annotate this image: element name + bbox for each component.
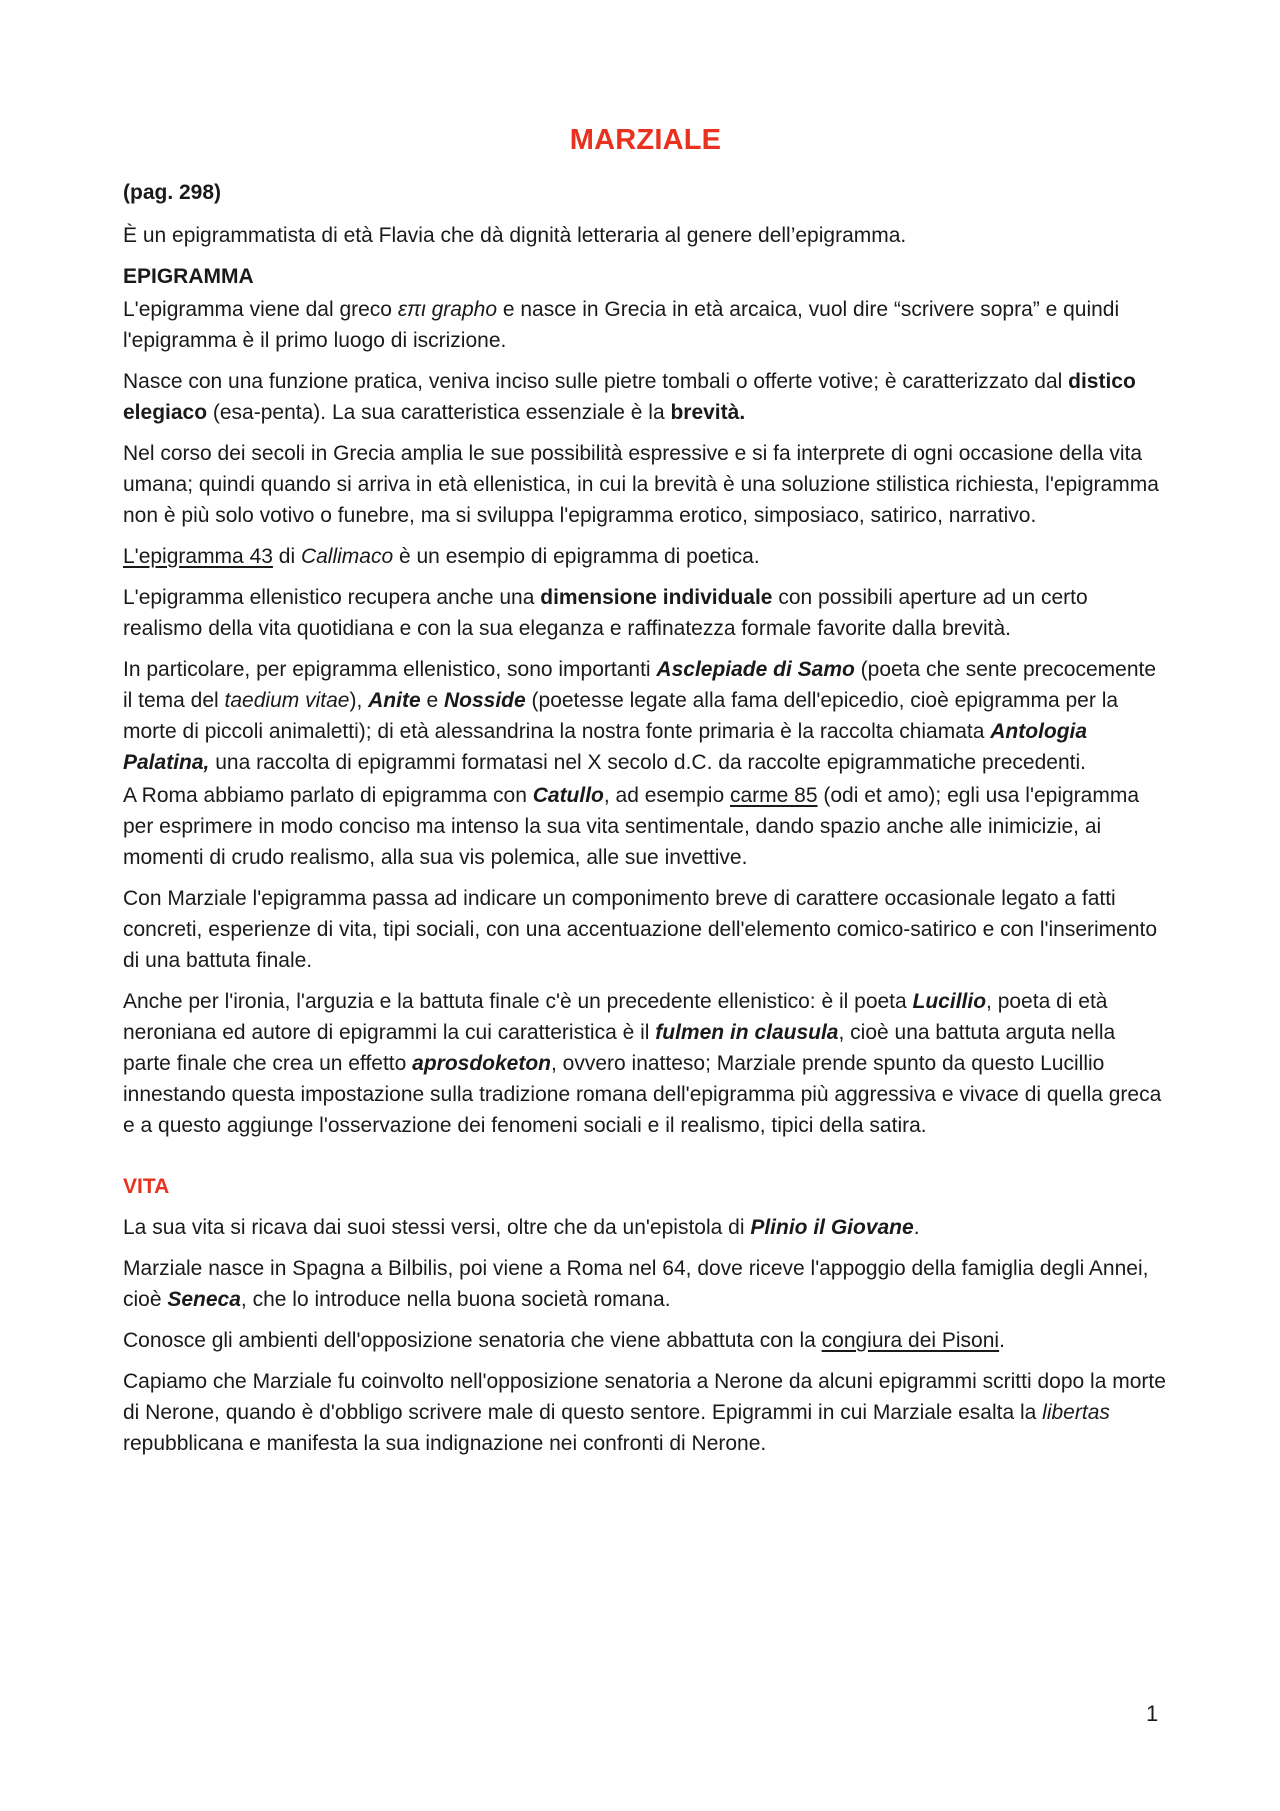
link-epigramma-43[interactable]: L'epigramma 43	[123, 545, 273, 568]
paragraph-catullo: A Roma abbiamo parlato di epigramma con Catullo, ad esempio carme 85 (odi et amo); egli usa l'epigramma per esprimere in modo conciso ma intenso la sua vita sentimentale, dando spazio anche alle inimicizie, ai momenti di crudo realismo, alla sua vis polemica, alle sue invettive.	[123, 784, 1139, 869]
page-title: MARZIALE	[569, 124, 722, 156]
intro-paragraph: È un epigrammatista di età Flavia che dà dignità letteraria al genere dell’epigramma.	[123, 224, 907, 247]
document-body	[123, 220, 1168, 1469]
paragraph-function: Nasce con una funzione pratica, veniva inciso sulle pietre tombali o offerte votive; è caratterizzato dal distico elegiaco (esa-penta). La sua caratteristica essenziale è la brevità.	[123, 370, 1136, 424]
link-congiura-pisoni[interactable]: congiura dei Pisoni	[821, 1329, 1000, 1352]
page-reference: (pag. 298)	[123, 181, 222, 204]
paragraph-vita-opposition: Conosce gli ambienti dell'opposizione senatoria che viene abbattuta con la congiura dei Pisoni.	[123, 1329, 1005, 1352]
paragraph-marziale: Con Marziale l'epigramma passa ad indicare un componimento breve di carattere occasionale legato a fatti concreti, esperienze di vita, tipi sociali, con una accentuazione dell'elemento comico-satirico e con l'inserimento di una battuta finale.	[123, 887, 1158, 972]
paragraph-vita-nerone: Capiamo che Marziale fu coinvolto nell'opposizione senatoria a Nerone da alcuni epigrammi scritti dopo la morte di Nerone, quando è d'obbligo scrivere male di questo sentore. Epigrammi in cui Marziale esalta la libertas repubblicana e manifesta la sua indignazione nei confronti di Nerone.	[123, 1370, 1166, 1455]
paragraph-hellenistic: L'epigramma ellenistico recupera anche una dimensione individuale con possibili aperture ad un certo realismo della vita quotidiana e con la sua eleganza e raffinatezza formale favorite dalla brevità.	[123, 586, 1088, 640]
page-number: 1	[1146, 1701, 1159, 1726]
paragraph-authors: In particolare, per epigramma ellenistico, sono importanti Asclepiade di Samo (poeta che sente precocemente il tema del taedium vitae), Anite e Nosside (poetesse legate alla fama dell'epicedio, cioè epigramma per la morte di piccoli animaletti); di età alessandrina la nostra fonte primaria è la raccolta chiamata Antologia Palatina, una raccolta di epigrammi formatasi nel X secolo d.C. da raccolte epigrammatiche precedenti.	[123, 658, 1157, 774]
paragraph-evolution: Nel corso dei secoli in Grecia amplia le sue possibilità espressive e si fa interprete di ogni occasione della vita umana; quindi quando si arriva in età ellenistica, in cui la brevità è una soluzione stilistica richiesta, l'epigramma non è più solo votivo o funebre, ma si sviluppa l'epigramma erotico, simposiaco, satirico, narrativo.	[123, 442, 1159, 527]
section-heading-vita: VITA	[123, 1175, 170, 1198]
paragraph-origin: L'epigramma viene dal greco επι grapho e nasce in Grecia in età arcaica, vuol dire “scrivere sopra” e quindi l'epigramma è il primo luogo di iscrizione.	[123, 298, 1120, 352]
section-heading-epigramma: EPIGRAMMA	[123, 265, 254, 288]
paragraph-lucillio: Anche per l'ironia, l'arguzia e la battuta finale c'è un precedente ellenistico: è il poeta Lucillio, poeta di età neroniana ed autore di epigrammi la cui caratteristica è il fulmen in clausula, cioè una battuta arguta nella parte finale che crea un effetto aprosdoketon, ovvero inatteso; Marziale prende spunto da questo Lucillio innestando questa impostazione sulla tradizione romana dell'epigramma più aggressiva e vivace di quella greca e a questo aggiunge l'osservazione dei fenomeni sociali e il realismo, tipici della satira.	[123, 990, 1162, 1137]
paragraph-vita-source: La sua vita si ricava dai suoi stessi versi, oltre che da un'epistola di Plinio il Giovane.	[123, 1216, 920, 1239]
paragraph-callimaco: L'epigramma 43 di Callimaco è un esempio di epigramma di poetica.	[123, 545, 760, 568]
link-carme-85[interactable]: carme 85	[729, 784, 818, 807]
paragraph-vita-birth: Marziale nasce in Spagna a Bilbilis, poi viene a Roma nel 64, dove riceve l'appoggio della famiglia degli Annei, cioè Seneca, che lo introduce nella buona società romana.	[123, 1257, 1149, 1311]
